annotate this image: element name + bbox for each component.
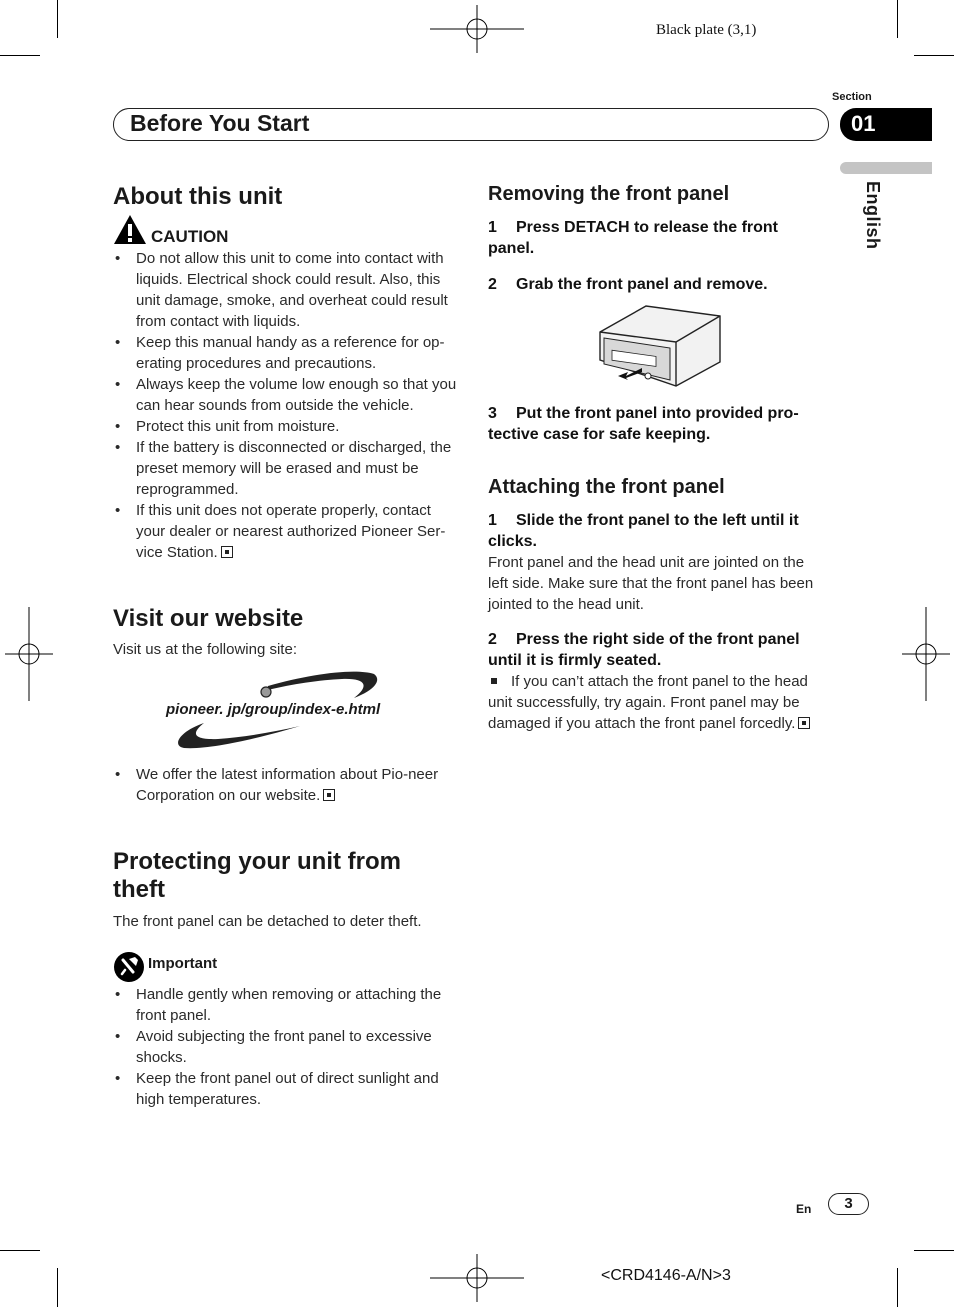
- step-text: Grab the front panel and remove.: [516, 276, 768, 293]
- protect-heading-line2: theft: [113, 876, 165, 903]
- note-square-icon: [491, 678, 497, 684]
- list-item: • If the battery is disconnected or discharged, the preset memory will be erased and must be reprogrammed.: [113, 437, 458, 500]
- removing-step-3: [488, 403, 833, 445]
- plate-label: Black plate (3,1): [656, 22, 757, 38]
- crop-mark: [914, 1250, 954, 1251]
- list-item: • Keep the front panel out of direct sunlight and high temperatures.: [113, 1068, 458, 1110]
- step-text: Press the right side of the front panel until it is firmly seated.: [488, 631, 800, 669]
- important-label: Important: [148, 955, 218, 972]
- step-number: 1: [488, 219, 497, 236]
- crop-mark: [0, 55, 40, 56]
- crop-mark: [57, 0, 58, 38]
- end-mark-icon: [798, 717, 810, 729]
- step-number: 3: [488, 405, 497, 422]
- crop-mark: [897, 1268, 898, 1307]
- list-item: • Do not allow this unit to come into contact with liquids. Electrical shock could result. Also, this unit damage, smoke, and overheat could result from contact with liquids.: [113, 248, 458, 332]
- website-url[interactable]: pioneer. jp/group/index-e.html: [166, 701, 381, 718]
- attaching-heading: Attaching the front panel: [488, 476, 725, 498]
- important-icon: [113, 951, 145, 983]
- attaching-step-2: [488, 629, 828, 671]
- head-unit-illustration: [596, 302, 724, 388]
- attaching-step-1: [488, 510, 833, 552]
- crop-mark: [914, 55, 954, 56]
- list-item-text: We offer the latest information about Pio-neer Corporation on our website.: [136, 766, 439, 804]
- document-code: <CRD4146-A/N>3: [601, 1267, 731, 1284]
- step-number: 2: [488, 276, 497, 293]
- list-item: • Handle gently when removing or attaching the front panel.: [113, 984, 458, 1026]
- language-tab-bar: [840, 162, 932, 174]
- caution-label: CAUTION: [151, 227, 229, 246]
- registration-mark-top: [430, 5, 524, 53]
- step-text: Put the front panel into provided pro-tective case for safe keeping.: [488, 405, 799, 443]
- list-item: • Always keep the volume low enough so that you can hear sounds from outside the vehicle.: [113, 374, 458, 416]
- end-mark-icon: [221, 546, 233, 558]
- crop-mark: [897, 0, 898, 38]
- step-number: 1: [488, 512, 497, 529]
- protect-intro: The front panel can be detached to deter theft.: [113, 913, 422, 930]
- important-list: [113, 984, 458, 1110]
- end-mark-icon: [323, 789, 335, 801]
- step-number: 2: [488, 631, 497, 648]
- list-item-text: If this unit does not operate properly, contact your dealer or nearest authorized Pioneer Ser-vice Station.: [136, 502, 446, 561]
- registration-mark-left: [5, 607, 53, 701]
- note-text: If you can’t attach the front panel to the head unit successfully, try again. Front panel may be damaged if you attach the front panel forcedly.: [488, 673, 808, 732]
- language-tab: English: [863, 181, 883, 250]
- website-intro: Visit us at the following site:: [113, 641, 297, 658]
- crop-mark: [0, 1250, 40, 1251]
- page-number: 3: [828, 1193, 869, 1215]
- attaching-step-1-body: Front panel and the head unit are jointed on the left side. Make sure that the front panel has been jointed to the head unit.: [488, 554, 814, 613]
- removing-step-1: [488, 217, 828, 259]
- list-item: • Avoid subjecting the front panel to excessive shocks.: [113, 1026, 458, 1068]
- about-heading: About this unit: [113, 183, 283, 210]
- section-number: 01: [840, 108, 932, 141]
- list-item: [113, 764, 458, 806]
- header-title: Before You Start: [130, 110, 310, 136]
- caution-warning-icon: [113, 214, 147, 245]
- attaching-note: [488, 671, 833, 734]
- page-language-code: En: [796, 1202, 812, 1216]
- list-item: • Keep this manual handy as a reference for op-erating procedures and precautions.: [113, 332, 458, 374]
- crop-mark: [57, 1268, 58, 1307]
- section-label: Section: [832, 91, 872, 103]
- registration-mark-right: [902, 607, 950, 701]
- website-list: [113, 764, 458, 806]
- caution-list: [113, 248, 458, 563]
- website-heading: Visit our website: [113, 605, 304, 632]
- protect-heading: [113, 848, 401, 904]
- removing-step-2: [488, 274, 828, 295]
- registration-mark-bottom: [430, 1254, 524, 1302]
- list-item: [113, 500, 458, 563]
- protect-heading-line1: Protecting your unit from: [113, 848, 401, 875]
- step-text: Slide the front panel to the left until it clicks.: [488, 512, 799, 550]
- step-text: Press DETACH to release the front panel.: [488, 219, 778, 257]
- list-item: • Protect this unit from moisture.: [113, 416, 458, 437]
- removing-heading: Removing the front panel: [488, 183, 730, 205]
